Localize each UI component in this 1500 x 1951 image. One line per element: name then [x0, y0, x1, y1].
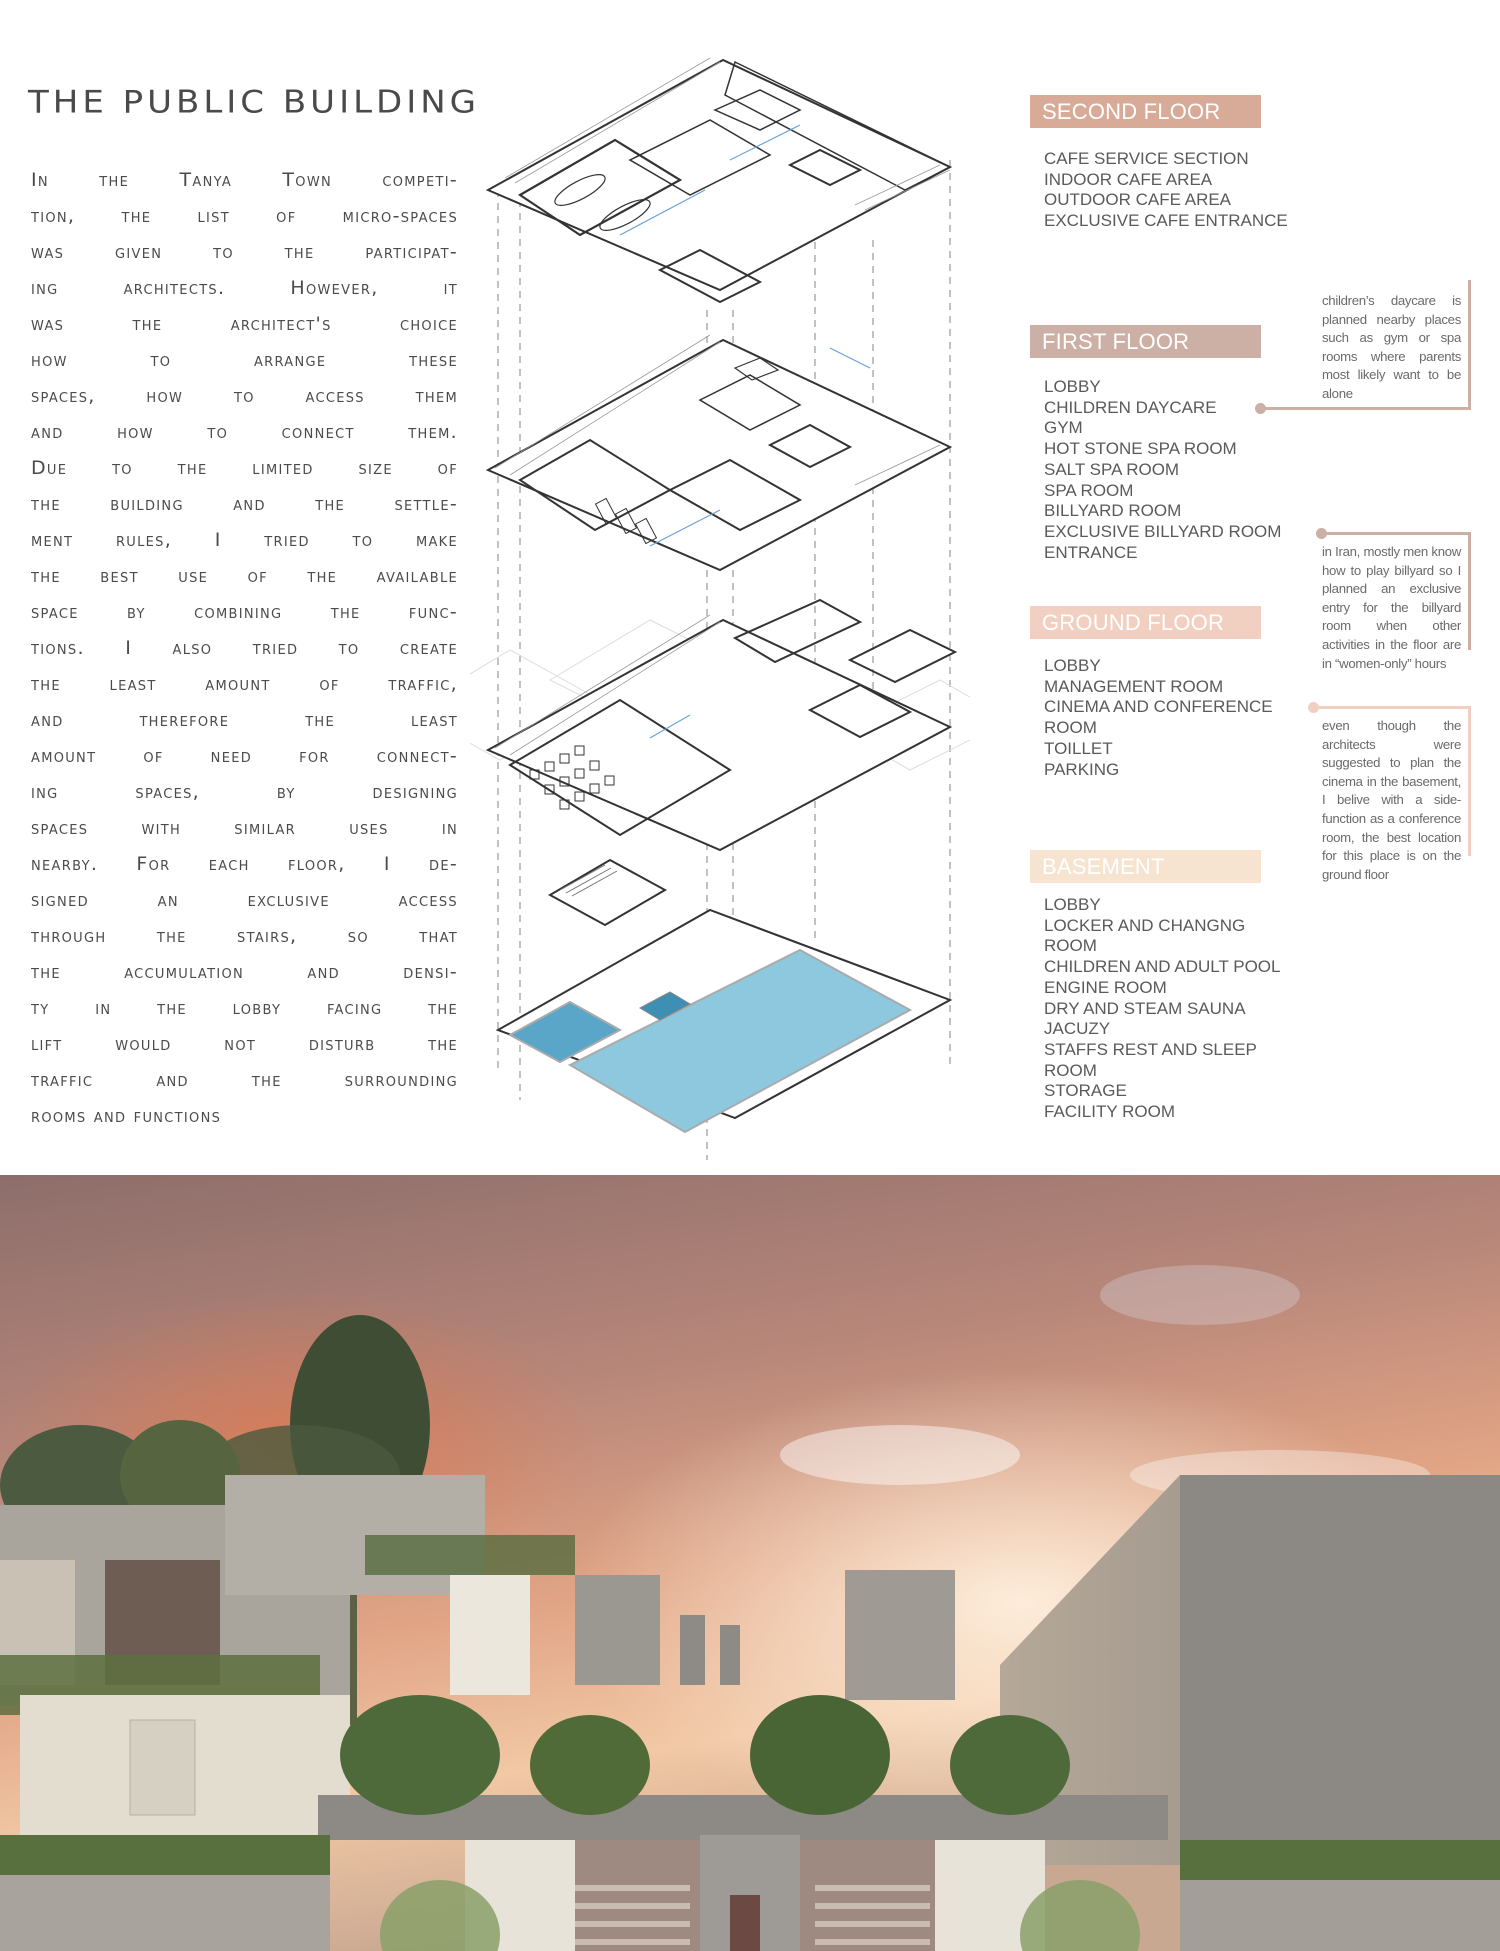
room-item: PARKING — [1044, 759, 1120, 779]
intro-line: the building and the settle- — [31, 493, 458, 515]
note-connector-line — [1259, 407, 1471, 410]
room-item: CINEMA AND CONFERENCE — [1044, 697, 1273, 717]
intro-paragraph — [31, 162, 458, 1134]
first-floor-plan — [488, 335, 950, 570]
note-connector-line — [1312, 706, 1471, 709]
room-item: CHILDREN DAYCARE — [1044, 397, 1217, 417]
second-floor-plan — [488, 58, 950, 302]
intro-line: space by combining the func- — [31, 601, 458, 623]
intro-line: ing architects. However, it — [31, 277, 458, 299]
note-anchor-dot — [1255, 403, 1266, 414]
intro-line: the best use of the available — [31, 565, 458, 587]
room-item: ROOM — [1044, 1060, 1097, 1080]
room-item: INDOOR CAFE AREA — [1044, 169, 1213, 189]
room-item: STAFFS REST AND SLEEP — [1044, 1039, 1257, 1059]
intro-line: tion, the list of micro-spaces — [31, 205, 458, 227]
intro-line: the least amount of traffic, — [31, 673, 458, 695]
room-item: MANAGEMENT ROOM — [1044, 676, 1224, 696]
intro-line: was the architect's choice — [31, 313, 458, 335]
ground-floor-plan — [470, 600, 970, 850]
room-item: DRY AND STEAM SAUNA — [1044, 998, 1246, 1018]
room-item: ROOM — [1044, 718, 1097, 738]
floor-header-second: SECOND FLOOR — [1030, 95, 1261, 128]
intro-line: the accumulation and densi- — [31, 961, 458, 983]
intro-line: spaces, how to access them — [31, 385, 458, 407]
room-item: LOBBY — [1044, 377, 1101, 396]
intro-line: ty in the lobby facing the — [31, 997, 458, 1019]
intro-line: traffic and the surrounding — [31, 1069, 458, 1091]
room-item: LOCKER AND CHANGNG — [1044, 915, 1246, 935]
annotation-daycare: children’s daycare is planned nearby places such as gym or spa rooms where parents most likely want to be alone — [1322, 293, 1461, 401]
intro-line: amount of need for connect- — [31, 745, 458, 767]
room-item: OUTDOOR CAFE AREA — [1044, 190, 1232, 210]
floor-room-list-first — [1044, 377, 1281, 563]
room-item: EXCLUSIVE CAFE ENTRANCE — [1044, 211, 1288, 231]
floor-header-first: FIRST FLOOR — [1030, 325, 1261, 358]
intro-line: through the stairs, so that — [31, 925, 458, 947]
floor-room-list-second — [1044, 149, 1288, 232]
room-item: ENGINE ROOM — [1044, 977, 1167, 997]
room-item: JACUZY — [1044, 1019, 1111, 1039]
note-connector-line — [1320, 532, 1471, 535]
intro-line: was given to the participat- — [31, 241, 458, 263]
floor-header-ground: GROUND FLOOR — [1030, 606, 1261, 639]
basement-plan — [498, 860, 950, 1132]
intro-line: Due to the limited size of — [31, 457, 458, 479]
room-item: LOBBY — [1044, 895, 1101, 914]
intro-line: signed an exclusive access — [31, 889, 458, 911]
room-item: GYM — [1044, 418, 1083, 438]
intro-line: In the Tanya Town competi- — [31, 169, 458, 191]
intro-line: and therefore the least — [31, 709, 458, 731]
intro-line: ing spaces, by designing — [31, 781, 458, 803]
room-item: LOBBY — [1044, 656, 1101, 675]
intro-line: spaces with similar uses in — [31, 817, 458, 839]
note-connector-line — [1468, 280, 1471, 410]
note-connector-line — [1468, 706, 1471, 856]
room-item: STORAGE — [1044, 1081, 1127, 1101]
note-connector-line — [1468, 532, 1471, 650]
room-item: TOILLET — [1044, 738, 1113, 758]
intro-line: tions. I also tried to create — [31, 637, 458, 659]
page-title: THE PUBLIC BUILDING — [28, 84, 481, 121]
floor-header-basement: BASEMENT — [1030, 850, 1261, 883]
floor-room-list-ground — [1044, 656, 1273, 780]
room-item: ROOM — [1044, 936, 1097, 956]
room-item: FACILITY ROOM — [1044, 1102, 1175, 1122]
annotation-billyard: in Iran, mostly men know how to play billyard so I planned an exclusive entry for the billyard room when other activities in the floor are in “women-only” hours — [1322, 544, 1461, 671]
intro-line: and how to connect them. — [31, 421, 458, 443]
room-item: SALT SPA ROOM — [1044, 459, 1180, 479]
floor-room-list-basement — [1044, 895, 1281, 1123]
intro-line: lift would not disturb the — [31, 1033, 458, 1055]
room-item: EXCLUSIVE BILLYARD ROOM — [1044, 521, 1282, 541]
room-item: SPA ROOM — [1044, 480, 1134, 500]
intro-line: rooms and functions — [31, 1105, 222, 1127]
intro-line: nearby. For each floor, I de- — [31, 853, 458, 875]
room-item: BILLYARD ROOM — [1044, 501, 1182, 521]
intro-line: how to arrange these — [31, 349, 458, 371]
annotation-cinema: even though the architects were suggested to plan the cinema in the basement, I belive with a side-function as a conference room, the best location for this place is on the ground floor — [1322, 718, 1461, 882]
room-item: CAFE SERVICE SECTION — [1044, 149, 1249, 168]
room-item: ENTRANCE — [1044, 542, 1138, 562]
entrance-render-image — [0, 1175, 1500, 1951]
intro-line: ment rules, I tried to make — [31, 529, 458, 551]
room-item: HOT STONE SPA ROOM — [1044, 439, 1237, 459]
room-item: CHILDREN AND ADULT POOL — [1044, 957, 1281, 977]
exploded-axonometric-diagram — [470, 40, 970, 1170]
